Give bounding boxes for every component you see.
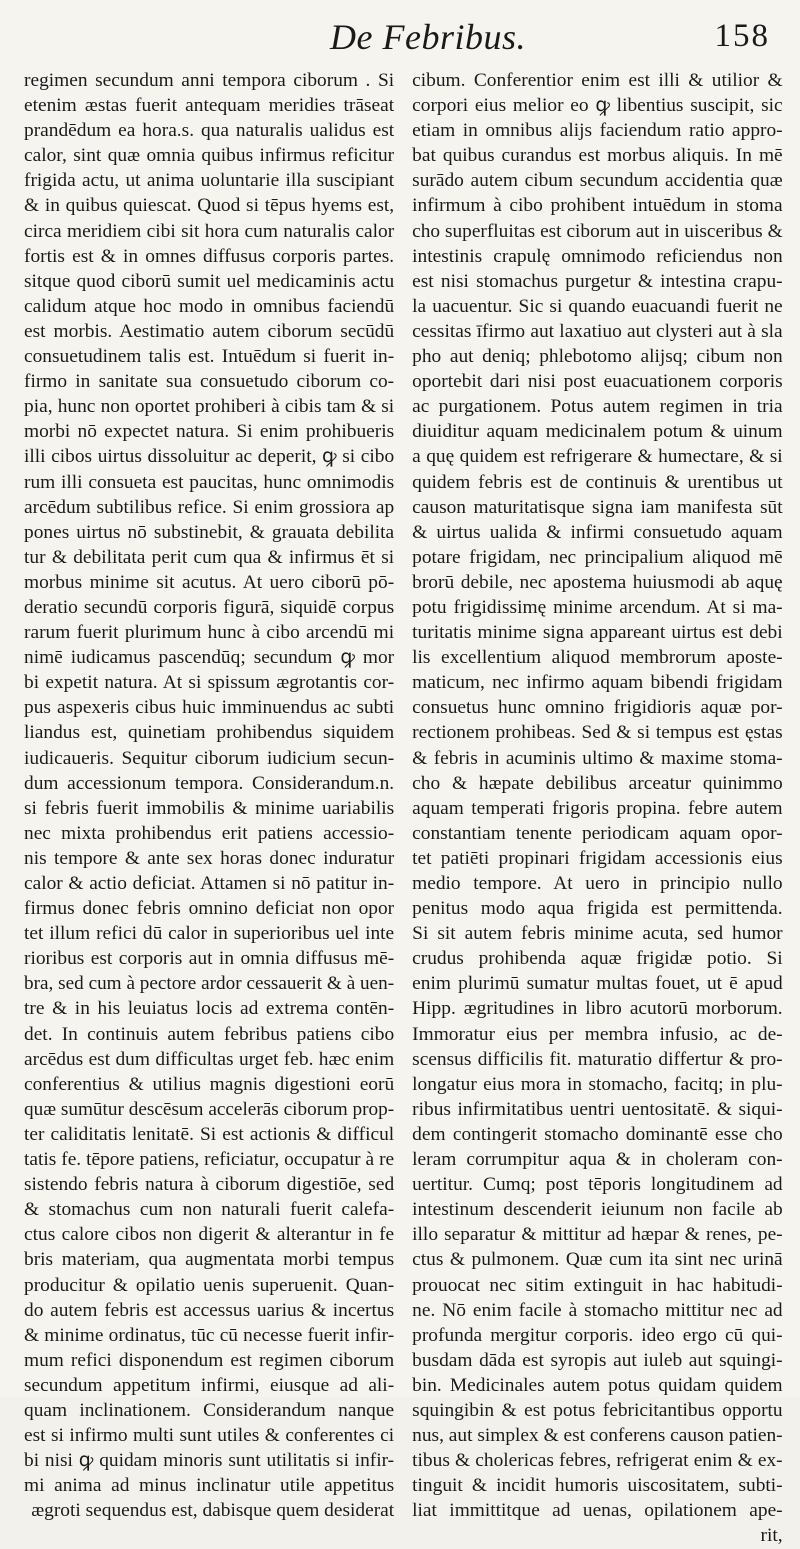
text-line: firmo in sanitate sua consuetudo ciborum co- <box>24 371 395 393</box>
text-line: prandēdum ea hora.s. qua naturalis ualidus est <box>24 120 395 142</box>
text-line: regimen secundum anni tempora ciborum . Si <box>24 70 395 91</box>
text-line: illo separatur & mittitur ad hæpar & renes, pe- <box>412 1224 783 1246</box>
text-line: bat quibus curandus est morbus aliquis. In mē <box>412 145 783 167</box>
text-line: tibus & cholericas febres, refrigerat enim & ex- <box>412 1450 783 1472</box>
text-line: pus aspexeris cibus huic imminuendus ac subti <box>24 697 395 719</box>
text-line: squingibin & est potus febricitantibus opportu <box>412 1399 783 1421</box>
text-line: bin. Medicinales autem potus quidam quidem <box>412 1374 783 1396</box>
text-line: intestinis crapulę omnimodo reficiendus non <box>412 245 783 267</box>
page-number: 158 <box>714 18 770 54</box>
text-line: & uirtus ualida & infirmi consuetudo aquam <box>412 521 783 543</box>
text-line: Hipp. ægritudines in libro acutorū morborum. <box>412 998 783 1020</box>
text-line: do autem febris est accessus uarius & incertus <box>24 1299 395 1321</box>
text-line: arcēdum subtilibus refice. Si enim grossiora ap <box>24 496 395 518</box>
text-line: diuiditur aquam medicinalem potum & uinum <box>412 421 783 443</box>
text-columns <box>24 68 783 1547</box>
text-line: Immoratur eius per membra infusio, ac de- <box>412 1023 783 1045</box>
text-line: producitur & opilatio uenis superuenit. Quan- <box>24 1274 395 1296</box>
text-line: ctus & pulmonem. Quæ cum ita sint nec urinā <box>412 1249 783 1271</box>
text-line: corpori eius melior eo ꝙ libentius suscipit, sic <box>412 95 783 117</box>
text-line: rectionem prohibeas. Sed & si tempus est ęstas <box>412 722 783 744</box>
text-line: surādo autem cibum secundum accidentia quæ <box>412 170 783 192</box>
text-line: mum refici disponendum est regimen ciborum <box>24 1349 395 1371</box>
text-line: etiam in omnibus alijs faciendum ratio appro- <box>412 120 783 142</box>
text-line: ctus calore cibos non digerit & alterantur in fe <box>24 1224 395 1246</box>
text-line: ægroti sequendus est, dabisque quem desiderat <box>31 1500 395 1522</box>
text-line: bris materiam, qua augmentata morbi tempus <box>24 1249 395 1271</box>
text-line: aquam temperati frigoris propina. febre autem <box>412 797 783 819</box>
text-line: nec mixta prohibendus erit patiens accessio- <box>24 822 395 844</box>
text-line: & febris in acuminis ultimo & maxime stoma- <box>412 747 783 769</box>
text-line: rioribus est corporis aut in omnia diffusus mē- <box>24 948 395 970</box>
text-line: nimē iudicamus pascendūq; secundum ꝙ mor <box>24 647 395 669</box>
text-line: si febris fuerit immobilis & minime uariabilis <box>24 797 395 819</box>
text-line: intestinum descenderit ieiunum non facile ab <box>412 1199 783 1221</box>
text-line: bi nisi ꝙ quidam minoris sunt utilitatis si infir- <box>24 1450 395 1472</box>
text-line: calidum atque hoc modo in omnibus faciendū <box>24 295 395 317</box>
text-line: & in quibus quiescat. Quod si tēpus hyems est, <box>24 195 395 217</box>
text-line: morbi nō expectet natura. Si enim prohibueris <box>24 421 395 443</box>
text-line: scensus difficilis fit. maturatio differtur & pro- <box>412 1048 783 1070</box>
text-line: calor, sint quæ omnia quibus infirmus reficitur <box>24 145 395 167</box>
text-line: morbus minime sit acutus. At uero ciborū pō- <box>24 571 395 593</box>
text-line: cessitas īfirmo aut laxatiuo aut clysteri aut à sla <box>412 320 783 342</box>
text-line: calor & actio deficiat. Attamen si nō patitur in- <box>24 873 395 894</box>
text-line: etenim æstas fuerit antequam meridies trāseat <box>24 95 395 117</box>
text-line: quam inclinationem. Considerandum nanque <box>24 1399 395 1421</box>
text-line: liat immittitque ad uenas, opilationem ape- <box>412 1500 783 1522</box>
text-line: sistendo febris natura à ciborum digestiōe, sed <box>24 1174 395 1196</box>
text-line: ne. Nō enim facile à stomacho mittitur nec ad <box>412 1299 783 1321</box>
text-line: constantiam tenente periodicam aquam opor- <box>412 822 783 844</box>
text-line: & minime ordinatus, tūc cū necesse fuerit infir- <box>24 1324 395 1346</box>
text-line: potu frigidissimę minime arcendum. At si ma- <box>412 596 783 618</box>
text-line: a quę quidem est refrigerare & humectare, & si <box>412 446 783 468</box>
text-line: tet patiēti propinari frigidam accessionis eius <box>412 847 783 869</box>
text-line: la uacuentur. Sic si quando euacuandi fuerit ne <box>412 295 783 317</box>
text-line: bi expetit natura. At si spissum ægrotantis cor- <box>24 672 395 694</box>
text-line: busdam dāda est syropis aut iuleb aut squingi- <box>412 1349 783 1371</box>
text-line: consuetudinem talis est. Intuēdum si fuerit in- <box>24 346 395 368</box>
text-line: dum accessionum tempora. Considerandum.n. <box>24 772 395 794</box>
text-line: ribus infirmitatibus uentri uentositatē. & siqui- <box>412 1098 783 1120</box>
text-line: det. In continuis autem febribus patiens cibo <box>24 1023 395 1045</box>
text-line: est nisi stomachus purgetur & intestina crapu- <box>412 270 783 292</box>
text-line: est si infirmo multi sunt utiles & conferentes ci <box>24 1425 395 1447</box>
text-line: arcēdus est dum difficultas urget feb. hæc enim <box>24 1048 395 1070</box>
text-line: nis tempore & ante sex horas donec induratur <box>24 847 395 869</box>
running-title: De Febribus. <box>330 17 526 57</box>
running-head <box>0 12 800 62</box>
text-line: quidem febris est de continuis & urentibus ut <box>412 471 783 493</box>
text-line: rit, <box>760 1525 783 1547</box>
text-line: ter caliditatis lenitatē. Si est actionis & difficul <box>24 1123 395 1145</box>
text-line: pho aut deniq; phlebotomo alijsq; cibum non <box>412 346 783 368</box>
text-line: brorū debile, nec apostema huiusmodi ab aquę <box>412 571 783 593</box>
text-line: profunda mergitur corporis. ideo ergo cū qui- <box>412 1324 783 1346</box>
text-line: prouocat nec sitim extinguit in hac habitudi- <box>412 1274 783 1296</box>
text-line: frigida actu, ut anima uoluntarie illa suscipiant <box>24 170 395 192</box>
text-line: enim plurimū sumatur multas fouet, ut ē apud <box>412 973 783 995</box>
text-line: & stomachus cum non naturali fuerit calefa- <box>24 1199 395 1221</box>
text-line: tatis fe. tēpore patiens, reficiatur, occupatur à re <box>24 1149 395 1171</box>
text-line: Si sit autem febris minime acuta, sed humor <box>412 923 783 945</box>
text-line: nus, aut simplex & est conferens causon patien- <box>412 1425 783 1447</box>
text-line: secundum appetitum infirmi, eiusque ad ali- <box>24 1374 395 1396</box>
left-column <box>24 68 395 1522</box>
text-line: medio tempore. At uero in principio nullo <box>412 873 783 894</box>
text-line: ac purgationem. Potus autem regimen in tria <box>412 396 783 418</box>
text-line: circa meridiem cibi sit hora cum naturalis calor <box>24 220 395 242</box>
text-line: pones uirtus nō substinebit, & grauata debilita <box>24 521 395 543</box>
text-line: cho superfluitas est ciborum aut in uisceribus & <box>412 220 783 242</box>
text-line: illi cibos uirtus dissoluitur ac deperit, ꝙ si cibo <box>24 446 395 468</box>
text-line: causon maturitatisque signa iam manifesta sūt <box>412 496 783 518</box>
text-line: crudus prohibenda aquæ frigidæ potio. Si <box>412 948 783 970</box>
text-line: firmus donec febris omnino deficiat non opor <box>24 898 395 920</box>
text-line: deratio secundū corporis figurā, siquidē corpus <box>24 596 395 618</box>
text-line: rum illi consueta est paucitas, hunc omnimodis <box>24 471 395 493</box>
text-line: longatur eius mora in stomacho, facitq; in plu- <box>412 1073 783 1095</box>
text-line: lis excellentium aliquod membrorum aposte- <box>412 647 783 669</box>
text-line: maticum, nec infirmo aquam bibendi frigidam <box>412 672 783 694</box>
text-line: cibum. Conferentior enim est illi & utilior & <box>412 70 783 91</box>
text-line: penitus modo aqua frigida est permittenda. <box>412 898 783 920</box>
text-line: est morbis. Aestimatio autem ciborum secūdū <box>24 320 395 342</box>
text-line: potare frigidam, nec principalium aliquod mē <box>412 546 783 568</box>
text-line: dem contingerit stomacho dominantē esse cho <box>412 1123 783 1145</box>
text-line: consuetus hunc omnino frigidioris aquæ por- <box>412 697 783 719</box>
text-line: leram corrumpitur aqua & in choleram con- <box>412 1149 783 1171</box>
text-line: mi anima ad minus inclinatur utile appetitus <box>24 1475 395 1497</box>
text-line: rarum fuerit plurimum hunc à cibo arcendū mi <box>24 622 395 644</box>
text-line: iudicaueris. Sequitur ciborum iudicium secun- <box>24 747 395 769</box>
right-column <box>412 68 783 1547</box>
text-line: turitatis minime signa appareant uirtus est debi <box>412 622 783 644</box>
text-line: liandus est, quinetiam prohibendus siquidem <box>24 722 395 744</box>
text-line: tet illum refici dū calor in superioribus uel inte <box>24 923 395 945</box>
text-line: conferentius & utilius magnis digestioni eorū <box>24 1073 395 1095</box>
text-line: bra, sed cum à pectore ardor cessauerit & à uen- <box>24 973 395 995</box>
text-line: fortis est & in omnes diffusus corporis partes. <box>24 245 395 267</box>
text-line: tre & in his leuiatus locis ad extrema contēn- <box>24 998 395 1020</box>
text-line: pia, hunc non oportet prohiberi à cibis tam & si <box>24 396 395 418</box>
text-line: tinguit & incidit humoris uiscositatem, subti- <box>412 1475 783 1497</box>
text-line: infirmum à cibo prohibent intuēdum in stoma <box>412 195 783 217</box>
text-line: uertitur. Cumq; post tēporis longitudinem ad <box>412 1174 783 1196</box>
text-line: oportebit dari nisi post euacuationem corporis <box>412 371 783 393</box>
text-line: sitque quod ciborū sumit uel medicaminis actu <box>24 270 395 292</box>
text-line: quæ sumūtur descēsum accelerās ciborum prop- <box>24 1098 395 1120</box>
text-line: cho & hæpate debilibus arceatur quinimmo <box>412 772 783 794</box>
text-line: tur & debilitata perit cum qua & infirmus ēt si <box>24 546 395 568</box>
